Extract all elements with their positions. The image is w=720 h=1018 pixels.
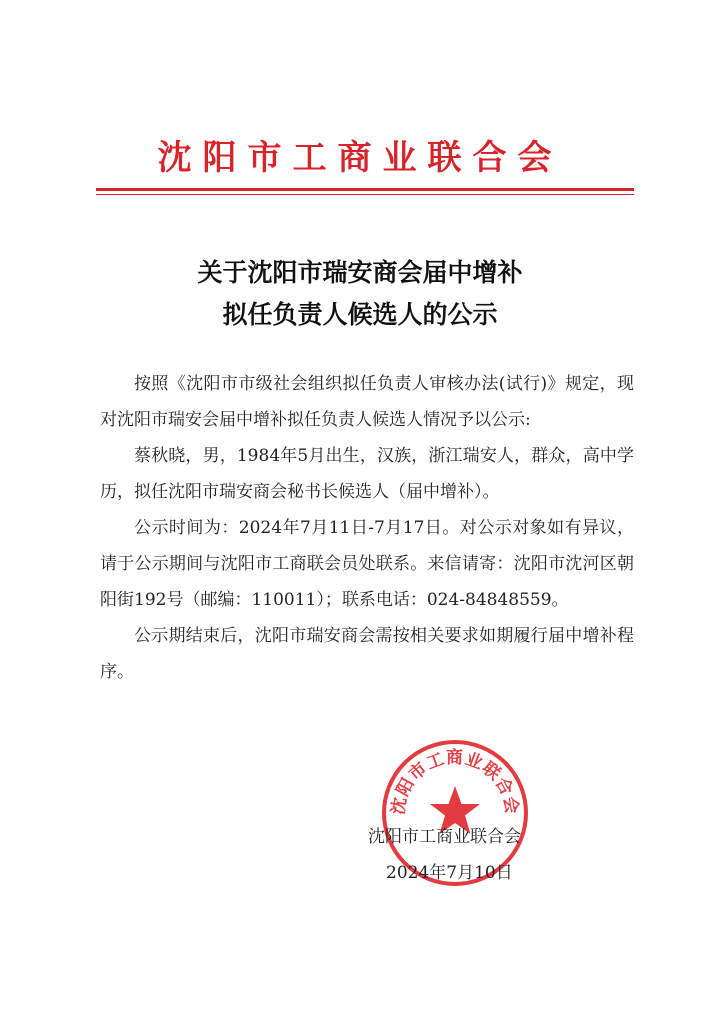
org-letterhead: 沈阳市工商业联合会 — [157, 138, 563, 178]
signature-date: 2024年7月10日 — [386, 863, 513, 883]
body-paragraph-basis: 按照《沈阳市市级社会组织拟任负责人审核办法(试行)》规定，现对沈阳市瑞安会届中增补拟任负责人候选人情况予以公示: — [100, 374, 634, 430]
signature-org: 沈阳市工商业联合会 — [368, 827, 521, 847]
signature-block — [360, 822, 560, 888]
body-paragraph-candidate: 蔡秋晓，男，1984年5月出生，汉族，浙江瑞安人，群众，高中学历，拟任沈阳市瑞安商会秘书长候选人（届中增补）。 — [100, 446, 634, 502]
title-line-1: 关于沈阳市瑞安商会届中增补 — [197, 258, 523, 287]
header-divider-thick — [96, 188, 634, 191]
title-line-2: 拟任负责人候选人的公示 — [222, 300, 498, 329]
document-body — [100, 366, 634, 690]
body-paragraph-period: 公示时间为：2024年7月11日-7月17日。对公示对象如有异议，请于公示期间与沈阳市工商联会员处联系。来信请寄：沈阳市沈河区朝阳街192号（邮编：110011）；联系电话：024-84848559。 — [100, 518, 634, 610]
document-title — [60, 252, 660, 336]
svg-text:沈阳市工商业联合会: 沈阳市工商业联合会 — [388, 748, 522, 817]
header-divider-thin — [96, 194, 634, 195]
body-paragraph-closing: 公示期结束后，沈阳市瑞安商会需按相关要求如期履行届中增补程序。 — [100, 626, 634, 682]
